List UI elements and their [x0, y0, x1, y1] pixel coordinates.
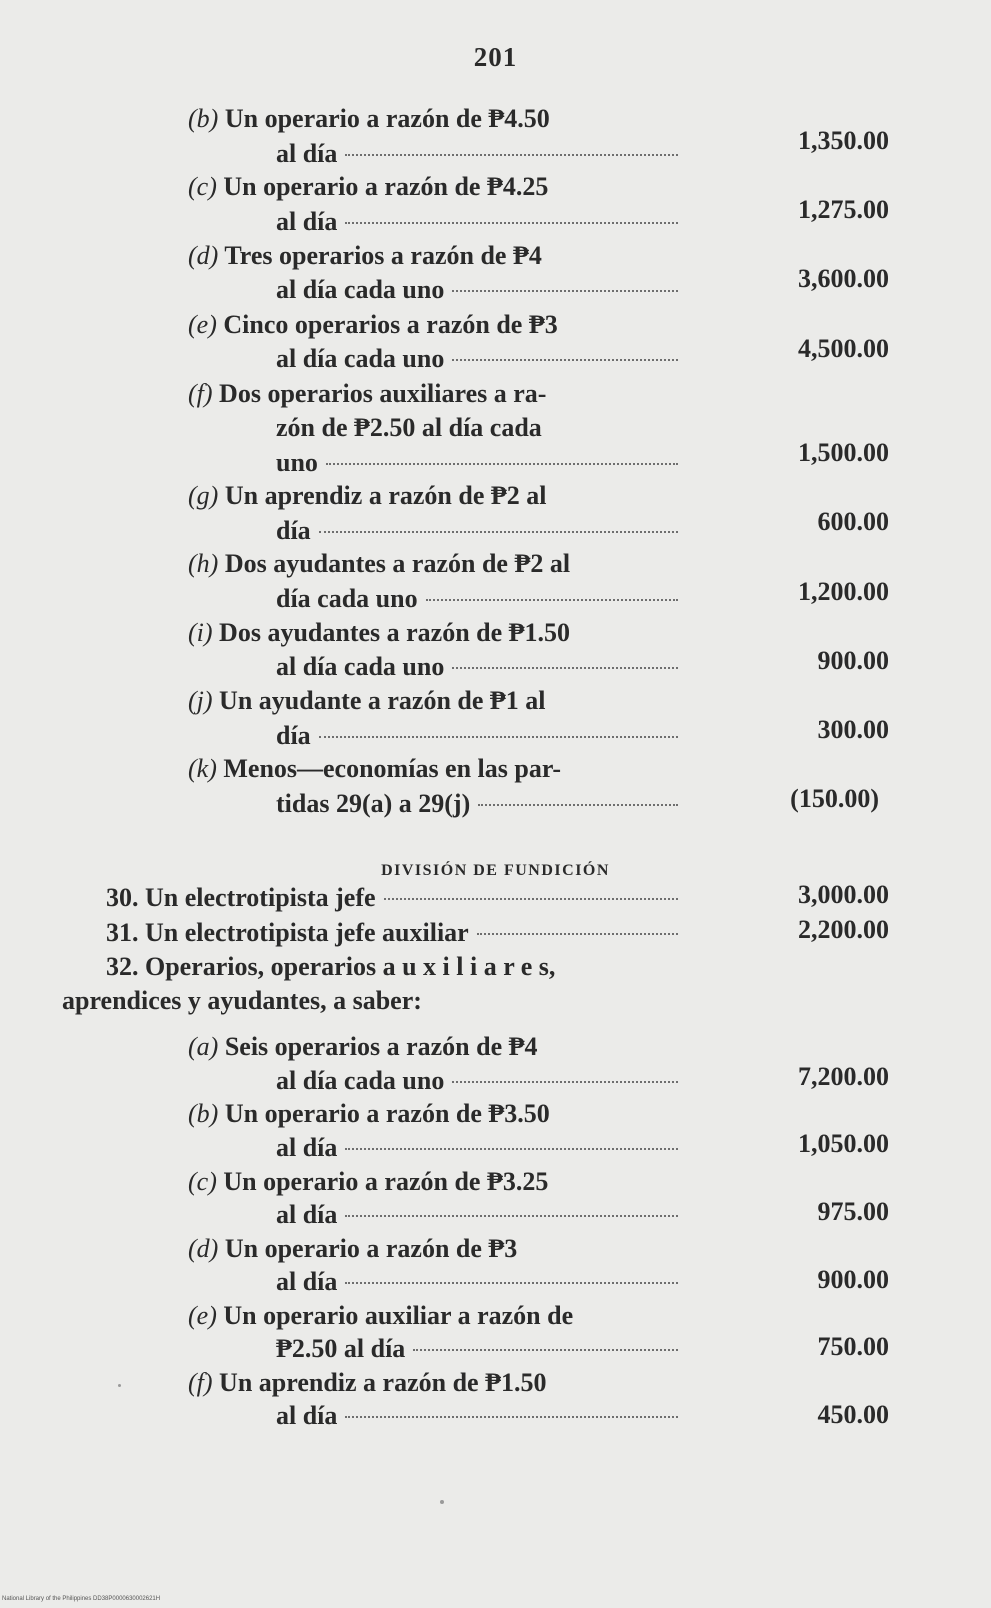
entry-k-line1: (k) Menos—economías en las par-	[188, 754, 562, 783]
entry-c-line2: al día	[276, 205, 678, 239]
entry-i-line2: al día cada uno	[276, 650, 678, 684]
entry-d-line1: (d) Tres operarios a razón de ₱4	[188, 241, 542, 270]
page-number: 201	[473, 42, 518, 72]
entry-f-line2: uno	[276, 446, 678, 480]
paper-speck	[440, 1500, 444, 1504]
item-32-line2: aprendices y ayudantes, a saber:	[62, 986, 422, 1015]
entry-g-line2: día	[276, 514, 678, 548]
entry-k-amount: (150.00)	[790, 784, 879, 813]
entry2-c-amount: 975.00	[817, 1197, 889, 1226]
entry-d-amount: 3,600.00	[798, 264, 889, 293]
entry-e-line1: (e) Cinco operarios a razón de ₱3	[188, 310, 558, 339]
entry2-a-line1: (a) Seis operarios a razón de ₱4	[188, 1032, 538, 1061]
entry2-c-line2: al día	[276, 1198, 678, 1232]
entry-b-amount: 1,350.00	[798, 126, 889, 155]
entry-e-amount: 4,500.00	[798, 334, 889, 363]
entry2-d-amount: 900.00	[817, 1265, 889, 1294]
entry-b-line2: al día	[276, 137, 678, 171]
paper-speck	[118, 1384, 121, 1387]
item-31-amount: 2,200.00	[798, 915, 889, 944]
entry-h-line1: (h) Dos ayudantes a razón de ₱2 al	[188, 549, 571, 578]
entry2-f-amount: 450.00	[817, 1400, 889, 1429]
footer-watermark: National Library of the Philippines DD38P0000630002621H	[2, 1596, 161, 1602]
entry-k-line2: tidas 29(a) a 29(j)	[276, 787, 678, 821]
entry-f-line1: (f) Dos operarios auxiliares a ra-	[188, 379, 547, 408]
dot-leader	[345, 154, 678, 156]
entry-i-amount: 900.00	[817, 646, 889, 675]
entry2-b-line2: al día	[276, 1131, 678, 1165]
entry-e-line2: al día cada uno	[276, 342, 678, 376]
entry-f-amount: 1,500.00	[798, 438, 889, 467]
section-heading: DIVISIÓN DE FUNDICIÓN	[381, 862, 610, 879]
item-30-amount: 3,000.00	[798, 880, 889, 909]
item-30: 30. Un electrotipista jefe	[106, 881, 678, 915]
entry-i-line1: (i) Dos ayudantes a razón de ₱1.50	[188, 618, 571, 647]
entry-b-line1: (b) Un operario a razón de ₱4.50	[188, 102, 550, 136]
entry2-a-amount: 7,200.00	[798, 1062, 889, 1091]
entry-g-amount: 600.00	[817, 507, 889, 536]
item-32-line1: 32. Operarios, operarios a u x i l i a r e s,	[106, 952, 556, 981]
entry-j-amount: 300.00	[817, 715, 889, 744]
entry2-e-amount: 750.00	[817, 1332, 889, 1361]
entry-f-line1b: zón de ₱2.50 al día cada	[276, 413, 542, 442]
entry2-e-line2: ₱2.50 al día	[276, 1332, 678, 1366]
entry-j-line2: día	[276, 719, 678, 753]
entry-h-amount: 1,200.00	[798, 577, 889, 606]
entry2-b-amount: 1,050.00	[798, 1129, 889, 1158]
entry-d-line2: al día cada uno	[276, 273, 678, 307]
entry-g-line1: (g) Un aprendiz a razón de ₱2 al	[188, 481, 547, 510]
entry-h-line2: día cada uno	[276, 582, 678, 616]
entry2-d-line1: (d) Un operario a razón de ₱3	[188, 1234, 518, 1263]
entry2-d-line2: al día	[276, 1265, 678, 1299]
entry-j-line1: (j) Un ayudante a razón de ₱1 al	[188, 686, 546, 715]
entry2-b-line1: (b) Un operario a razón de ₱3.50	[188, 1099, 550, 1128]
entry2-e-line1: (e) Un operario auxiliar a razón de	[188, 1301, 574, 1330]
entry-c-line1: (c) Un operario a razón de ₱4.25	[188, 172, 549, 201]
entry2-c-line1: (c) Un operario a razón de ₱3.25	[188, 1167, 549, 1196]
entry2-a-line2: al día cada uno	[276, 1064, 678, 1098]
entry2-f-line2: al día	[276, 1399, 678, 1433]
entry-mark: (b)	[188, 104, 219, 133]
entry-c-amount: 1,275.00	[798, 195, 889, 224]
item-31: 31. Un electrotipista jefe auxiliar	[106, 916, 678, 950]
entry2-f-line1: (f) Un aprendiz a razón de ₱1.50	[188, 1368, 547, 1397]
